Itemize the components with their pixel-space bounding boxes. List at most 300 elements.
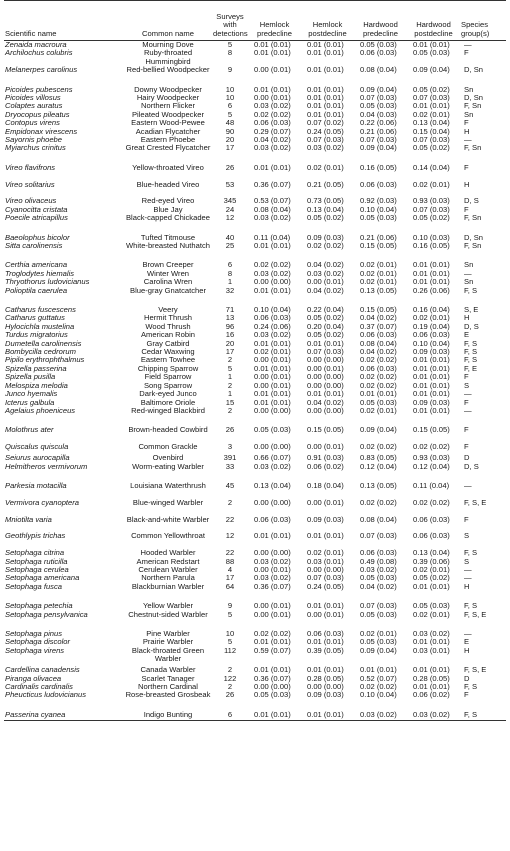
table-row	[4, 664, 506, 675]
scientific-name-cell: Vireo solitarius	[5, 179, 55, 189]
surveys-cell: 16	[225, 331, 235, 340]
table-row	[4, 111, 506, 119]
hemlock-postdecline-cell: 0.21 (0.05)	[307, 179, 344, 189]
species-groups-cell: D, S	[464, 322, 479, 331]
table-row	[4, 708, 506, 721]
hemlock-predecline-cell: 0.01 (0.01)	[254, 286, 291, 295]
common-name-cell: Baltimore Oriole	[140, 398, 196, 407]
common-name-cell: Black-throated Green Warbler	[131, 646, 205, 664]
hemlock-predecline-cell: 0.36 (0.07)	[254, 179, 291, 189]
common-name-cell: Pine Warbler	[146, 628, 190, 638]
common-name-cell: Great Crested Flycatcher	[125, 144, 211, 153]
scientific-name-cell: Setophaga pensylvanica	[5, 610, 88, 619]
surveys-cell: 1	[227, 278, 233, 287]
species-groups-cell: F	[464, 398, 469, 407]
scientific-name-cell: Setophaga petechia	[5, 601, 73, 611]
hemlock-postdecline-cell: 0.28 (0.05)	[307, 674, 344, 683]
scientific-name-cell: Turdus migratorius	[5, 331, 68, 340]
species-groups-cell: F, S	[464, 548, 478, 558]
species-groups-cell: Sn	[464, 278, 474, 287]
hardwood-predecline-cell: 0.52 (0.07)	[360, 674, 397, 683]
hemlock-predecline-cell: 0.03 (0.02)	[254, 214, 291, 223]
hemlock-postdecline-cell: 0.13 (0.04)	[307, 205, 344, 214]
table-row	[4, 463, 506, 480]
scientific-name-cell: Catharus guttatus	[5, 314, 65, 323]
header-surveys-with-detections: Surveys with detections	[212, 1, 248, 41]
hemlock-postdecline-cell: 0.01 (0.01)	[307, 339, 344, 348]
hemlock-postdecline-cell: 0.15 (0.05)	[307, 425, 344, 435]
hardwood-predecline-cell: 0.01 (0.01)	[360, 665, 397, 675]
common-name-cell: American Robin	[140, 331, 196, 340]
scientific-name-cell: Melospiza melodia	[5, 381, 68, 390]
scientific-name-cell: Setophaga citrina	[5, 548, 65, 558]
hardwood-predecline-cell: 0.13 (0.05)	[360, 480, 397, 490]
common-name-cell: Veery	[158, 305, 178, 315]
hardwood-predecline-cell: 0.07 (0.03)	[360, 601, 397, 611]
hemlock-postdecline-cell: 0.73 (0.05)	[307, 196, 344, 206]
species-groups-cell: F, S	[464, 286, 478, 295]
scientific-name-cell: Quiscalus quiscula	[5, 442, 69, 452]
hemlock-postdecline-cell: 0.01 (0.01)	[307, 102, 344, 111]
hardwood-predecline-cell: 0.09 (0.04)	[360, 425, 397, 435]
common-name-cell: Red-eyed Vireo	[141, 196, 195, 206]
hemlock-postdecline-cell: 0.05 (0.02)	[307, 214, 344, 223]
common-name-cell: Common Yellowthroat	[131, 531, 205, 541]
scientific-name-cell: Geothlypis trichas	[5, 531, 66, 541]
species-groups-cell: D, S	[464, 196, 479, 206]
common-name-cell: Chipping Sparrow	[137, 364, 199, 373]
scientific-name-cell: Vireo flavifrons	[5, 162, 56, 172]
hemlock-predecline-cell: 0.01 (0.01)	[254, 531, 291, 541]
hardwood-predecline-cell: 0.13 (0.05)	[360, 286, 397, 295]
table-row	[4, 136, 506, 144]
hardwood-predecline-cell: 0.09 (0.04)	[360, 144, 397, 153]
table-row	[4, 627, 506, 638]
scientific-name-cell: Bombycilla cedrorum	[5, 348, 76, 357]
surveys-cell: 391	[223, 453, 237, 463]
hemlock-predecline-cell: 0.01 (0.01)	[254, 665, 291, 675]
hardwood-predecline-cell: 0.03 (0.02)	[354, 708, 407, 721]
hardwood-predecline-cell: 0.08 (0.04)	[360, 514, 397, 524]
surveys-cell: 2	[227, 497, 233, 507]
common-name-cell: Canada Warbler	[140, 665, 196, 675]
hardwood-predecline-cell: 0.15 (0.05)	[360, 305, 397, 315]
surveys-cell: 22	[225, 514, 235, 524]
scientific-name-cell: Picoides pubescens	[5, 84, 73, 94]
header-hemlock-postdecline: Hemlock postdecline	[301, 1, 354, 41]
surveys-cell: 6	[227, 102, 233, 111]
table-row	[4, 365, 506, 373]
table-row	[4, 399, 506, 407]
hemlock-predecline-cell: 0.03 (0.02)	[254, 144, 291, 153]
common-name-cell: Scarlet Tanager	[141, 674, 195, 683]
hemlock-predecline-cell: 0.00 (0.01)	[254, 373, 291, 382]
hemlock-predecline-cell: 0.01 (0.01)	[254, 638, 291, 647]
hemlock-postdecline-cell: 0.00 (0.00)	[307, 381, 344, 390]
hardwood-predecline-cell: 0.49 (0.08)	[360, 557, 397, 566]
hardwood-predecline-cell: 0.02 (0.01)	[360, 278, 397, 287]
hemlock-postdecline-cell: 0.06 (0.03)	[307, 628, 344, 638]
hemlock-predecline-cell: 0.01 (0.01)	[254, 49, 291, 58]
common-name-cell: Blue-winged Warbler	[132, 497, 204, 507]
hemlock-predecline-cell: 0.00 (0.00)	[254, 406, 291, 415]
common-name-cell: Eastern Phoebe	[140, 136, 196, 145]
surveys-cell: 5	[227, 610, 233, 619]
scientific-name-cell: Thryothorus ludovicianus	[5, 278, 90, 287]
hardwood-postdecline-cell: 0.05 (0.02)	[413, 574, 450, 583]
species-groups-cell: S	[464, 531, 470, 541]
scientific-name-cell: Hylocichla mustelina	[5, 322, 75, 331]
scientific-name-cell: Poecile atricapillus	[5, 214, 68, 223]
surveys-cell: 4	[227, 565, 233, 574]
hemlock-postdecline-cell: 0.39 (0.05)	[307, 646, 344, 655]
table-row	[4, 331, 506, 339]
hemlock-postdecline-cell: 0.02 (0.01)	[307, 548, 344, 558]
species-groups-cell: F, S	[464, 356, 478, 365]
common-name-cell: Indigo Bunting	[124, 708, 212, 721]
hardwood-postdecline-cell: 0.19 (0.04)	[413, 322, 450, 331]
species-groups-cell: E	[464, 331, 470, 340]
surveys-cell: 26	[225, 425, 235, 435]
table-row	[4, 600, 506, 611]
table-row	[4, 314, 506, 322]
hardwood-predecline-cell: 0.06 (0.03)	[360, 49, 397, 58]
hemlock-postdecline-cell: 0.01 (0.01)	[307, 66, 344, 75]
species-groups-cell: —	[464, 40, 472, 49]
common-name-cell: Yellow Warbler	[142, 601, 194, 611]
hardwood-postdecline-cell: 0.05 (0.03)	[413, 601, 450, 611]
surveys-cell: 96	[225, 322, 235, 331]
hardwood-predecline-cell: 0.02 (0.01)	[360, 406, 397, 415]
hardwood-postdecline-cell: 0.03 (0.01)	[413, 646, 450, 655]
surveys-cell: 2	[227, 356, 233, 365]
scientific-name-cell: Setophaga pinus	[5, 628, 63, 638]
hardwood-postdecline-cell: 0.09 (0.04)	[413, 66, 450, 75]
hardwood-predecline-cell: 0.83 (0.05)	[360, 453, 397, 463]
hardwood-postdecline-cell: 0.01 (0.01)	[413, 381, 450, 390]
hardwood-predecline-cell: 0.05 (0.03)	[360, 610, 397, 619]
scientific-name-cell: Certhia americana	[5, 260, 68, 270]
species-groups-cell: F, S	[464, 682, 478, 691]
hemlock-postdecline-cell: 0.07 (0.03)	[307, 136, 344, 145]
hemlock-predecline-cell: 0.01 (0.01)	[254, 162, 291, 172]
hardwood-postdecline-cell: 0.07 (0.03)	[413, 136, 450, 145]
table-row	[4, 303, 506, 314]
table-row	[4, 83, 506, 94]
species-groups-cell: —	[464, 574, 472, 583]
common-name-cell: Eastern Towhee	[140, 356, 196, 365]
hemlock-postdecline-cell: 0.03 (0.02)	[307, 144, 344, 153]
common-name-cell: Song Sparrow	[143, 381, 193, 390]
species-groups-cell: F	[464, 691, 469, 700]
species-groups-cell: F, Sn	[464, 144, 482, 153]
hardwood-postdecline-cell: 0.03 (0.02)	[407, 708, 460, 721]
hemlock-predecline-cell: 0.02 (0.02)	[254, 628, 291, 638]
hemlock-predecline-cell: 0.00 (0.01)	[254, 601, 291, 611]
hardwood-postdecline-cell: 0.01 (0.01)	[413, 665, 450, 675]
hemlock-predecline-cell: 0.05 (0.03)	[254, 691, 291, 700]
common-name-cell: Hermit Thrush	[144, 314, 192, 323]
hardwood-predecline-cell: 0.05 (0.03)	[360, 40, 397, 49]
species-groups-cell: Sn	[464, 260, 474, 270]
hemlock-predecline-cell: 0.03 (0.02)	[254, 102, 291, 111]
common-name-cell: American Redstart	[136, 557, 200, 566]
hardwood-postdecline-cell: 0.26 (0.06)	[413, 286, 450, 295]
header-common-name: Common name	[124, 1, 212, 41]
hardwood-postdecline-cell: 0.28 (0.05)	[413, 674, 450, 683]
scientific-name-cell: Icterus galbula	[5, 398, 55, 407]
hemlock-predecline-cell: 0.05 (0.03)	[254, 425, 291, 435]
species-groups-cell: H	[464, 127, 470, 136]
common-name-cell: Prairie Warbler	[142, 638, 194, 647]
hemlock-postdecline-cell: 0.01 (0.01)	[307, 40, 344, 49]
common-name-cell: Ovenbird	[152, 453, 184, 463]
table-row	[4, 424, 506, 441]
table-row	[4, 513, 506, 530]
hardwood-postdecline-cell: 0.03 (0.02)	[413, 628, 450, 638]
species-groups-cell: H	[464, 179, 470, 189]
hemlock-postdecline-cell: 0.02 (0.02)	[307, 242, 344, 251]
common-name-cell: Brown Creeper	[142, 260, 194, 270]
species-groups-cell: D, Sn	[464, 94, 483, 103]
hemlock-postdecline-cell: 0.01 (0.01)	[307, 601, 344, 611]
hemlock-postdecline-cell: 0.01 (0.01)	[307, 94, 344, 103]
table-row	[4, 270, 506, 278]
common-name-cell: Brown-headed Cowbird	[128, 425, 208, 435]
hardwood-postdecline-cell: 0.11 (0.04)	[413, 480, 450, 490]
header-species-groups: Species group(s)	[460, 1, 506, 41]
hemlock-postdecline-cell: 0.09 (0.03)	[307, 232, 344, 242]
hardwood-predecline-cell: 0.06 (0.03)	[360, 179, 397, 189]
surveys-cell: 6	[227, 260, 233, 270]
hemlock-postdecline-cell: 0.01 (0.01)	[307, 638, 344, 647]
species-groups-cell: F, S	[464, 339, 478, 348]
hardwood-predecline-cell: 0.04 (0.02)	[360, 314, 397, 323]
hardwood-postdecline-cell: 0.06 (0.03)	[413, 514, 450, 524]
table-row	[4, 161, 506, 178]
scientific-name-cell: Parkesia motacilla	[5, 480, 67, 490]
table-row	[4, 356, 506, 364]
species-groups-cell: F, Sn	[464, 242, 482, 251]
species-groups-cell: F	[464, 205, 469, 214]
scientific-name-cell: Cardinalis cardinalis	[5, 682, 73, 691]
scientific-name-cell: Vireo olivaceus	[5, 196, 57, 206]
hardwood-predecline-cell: 0.12 (0.04)	[360, 462, 397, 471]
surveys-cell: 13	[225, 314, 235, 323]
common-name-cell: Hairy Woodpecker	[136, 94, 200, 103]
hardwood-postdecline-cell: 0.15 (0.05)	[413, 425, 450, 435]
hardwood-postdecline-cell: 0.01 (0.01)	[413, 102, 450, 111]
hardwood-postdecline-cell: 0.01 (0.01)	[413, 406, 450, 415]
hemlock-postdecline-cell: 0.02 (0.01)	[307, 162, 344, 172]
hardwood-predecline-cell: 0.07 (0.03)	[360, 531, 397, 541]
common-name-cell: Carolina Wren	[143, 278, 193, 287]
hemlock-postdecline-cell: 0.00 (0.00)	[307, 682, 344, 691]
table-row	[4, 66, 506, 83]
hemlock-postdecline-cell: 0.07 (0.02)	[307, 119, 344, 128]
species-groups-cell: F, S, E	[464, 497, 487, 507]
hemlock-postdecline-cell: 0.07 (0.03)	[307, 574, 344, 583]
hemlock-predecline-cell: 0.04 (0.02)	[254, 136, 291, 145]
table-row	[4, 373, 506, 381]
species-groups-cell: F, Sn	[464, 214, 482, 223]
hardwood-postdecline-cell: 0.05 (0.03)	[413, 49, 450, 58]
table-row	[4, 647, 506, 664]
table-row	[4, 638, 506, 646]
common-name-cell: Eastern Wood-Pewee	[131, 119, 205, 128]
hemlock-postdecline-cell: 0.00 (0.00)	[307, 356, 344, 365]
surveys-cell: 1	[227, 373, 233, 382]
scientific-name-cell: Empidonax virescens	[5, 127, 78, 136]
species-groups-cell: F	[464, 514, 469, 524]
hardwood-postdecline-cell: 0.01 (0.01)	[413, 582, 450, 591]
hardwood-predecline-cell: 0.21 (0.06)	[360, 127, 397, 136]
common-name-cell: Northern Parula	[141, 574, 195, 583]
hemlock-postdecline-cell: 0.22 (0.04)	[307, 305, 344, 315]
hemlock-predecline-cell: 0.03 (0.02)	[254, 462, 291, 471]
hemlock-postdecline-cell: 0.24 (0.05)	[307, 582, 344, 591]
common-name-cell: Red-bellied Woodpecker	[126, 66, 210, 75]
surveys-cell: 53	[225, 179, 235, 189]
hemlock-predecline-cell: 0.06 (0.03)	[254, 314, 291, 323]
hardwood-predecline-cell: 0.22 (0.06)	[360, 119, 397, 128]
hemlock-predecline-cell: 0.00 (0.01)	[254, 356, 291, 365]
common-name-cell: Common Grackle	[138, 442, 198, 452]
scientific-name-cell: Contopus virens	[5, 119, 60, 128]
surveys-cell: 15	[225, 398, 235, 407]
hardwood-postdecline-cell: 0.02 (0.01)	[413, 565, 450, 574]
hardwood-postdecline-cell: 0.12 (0.04)	[413, 462, 450, 471]
common-name-cell: Hooded Warbler	[140, 548, 196, 558]
hemlock-postdecline-cell: 0.07 (0.03)	[307, 348, 344, 357]
hemlock-predecline-cell: 0.03 (0.02)	[254, 331, 291, 340]
surveys-cell: 48	[225, 119, 235, 128]
hemlock-postdecline-cell: 0.00 (0.00)	[307, 406, 344, 415]
hemlock-postdecline-cell: 0.01 (0.01)	[307, 84, 344, 94]
hemlock-postdecline-cell: 0.00 (0.00)	[307, 565, 344, 574]
hemlock-postdecline-cell: 0.03 (0.02)	[307, 269, 344, 278]
surveys-cell: 112	[223, 646, 237, 655]
scientific-name-cell: Setophaga virens	[5, 646, 65, 655]
surveys-cell: 25	[225, 242, 235, 251]
hardwood-postdecline-cell: 0.01 (0.01)	[413, 40, 450, 49]
hardwood-postdecline-cell: 0.02 (0.01)	[413, 179, 450, 189]
table-row	[4, 231, 506, 242]
common-name-cell: Rose-breasted Grosbeak	[125, 691, 211, 700]
scientific-name-cell: Setophaga discolor	[5, 638, 71, 647]
common-name-cell: Pileated Woodpecker	[131, 110, 205, 119]
hemlock-postdecline-cell: 0.01 (0.01)	[307, 531, 344, 541]
hemlock-postdecline-cell: 0.91 (0.03)	[307, 453, 344, 463]
hardwood-postdecline-cell: 0.10 (0.04)	[413, 339, 450, 348]
scientific-name-cell: Baeolophus bicolor	[5, 232, 70, 242]
species-groups-cell: F, S	[464, 601, 478, 611]
scientific-name-cell: Zenaida macroura	[5, 40, 67, 49]
common-name-cell: Cerulean Warbler	[138, 565, 198, 574]
hardwood-postdecline-cell: 0.01 (0.01)	[413, 278, 450, 287]
scientific-name-cell: Dumetella carolinensis	[5, 339, 82, 348]
hardwood-predecline-cell: 0.03 (0.02)	[360, 565, 397, 574]
hemlock-postdecline-cell: 0.01 (0.01)	[307, 390, 344, 399]
hardwood-predecline-cell: 0.02 (0.01)	[360, 260, 397, 270]
hardwood-postdecline-cell: 0.01 (0.01)	[413, 638, 450, 647]
species-groups-cell: H	[464, 646, 470, 655]
hemlock-predecline-cell: 0.08 (0.04)	[254, 205, 291, 214]
hardwood-predecline-cell: 0.02 (0.02)	[360, 381, 397, 390]
surveys-cell: 1	[227, 390, 233, 399]
scientific-name-cell: Spizella passerina	[5, 364, 67, 373]
surveys-cell: 64	[225, 582, 235, 591]
hardwood-postdecline-cell: 0.01 (0.01)	[413, 260, 450, 270]
species-groups-cell: S	[464, 381, 470, 390]
table-row	[4, 94, 506, 102]
hardwood-predecline-cell: 0.02 (0.02)	[360, 373, 397, 382]
species-groups-cell: D, Sn	[464, 232, 483, 242]
surveys-cell: 88	[225, 557, 235, 566]
common-name-cell: Cedar Waxwing	[141, 348, 195, 357]
common-name-cell: Yellow-throated Vireo	[132, 162, 204, 172]
surveys-cell: 20	[225, 136, 235, 145]
hardwood-postdecline-cell: 0.01 (0.01)	[413, 390, 450, 399]
scientific-name-cell: Junco hyemalis	[5, 390, 58, 399]
table-row	[4, 214, 506, 231]
hemlock-predecline-cell: 0.06 (0.03)	[254, 119, 291, 128]
hardwood-postdecline-cell: 0.01 (0.01)	[413, 269, 450, 278]
scientific-name-cell: Melanerpes carolinus	[5, 66, 78, 75]
hemlock-predecline-cell: 0.00 (0.00)	[254, 497, 291, 507]
species-groups-cell: F	[464, 373, 469, 382]
surveys-cell: 17	[225, 348, 235, 357]
surveys-cell: 12	[225, 531, 235, 541]
hardwood-predecline-cell: 0.92 (0.03)	[360, 196, 397, 206]
hardwood-postdecline-cell: 0.15 (0.04)	[413, 127, 450, 136]
hardwood-postdecline-cell: 0.01 (0.01)	[413, 364, 450, 373]
hardwood-postdecline-cell: 0.09 (0.03)	[413, 398, 450, 407]
hemlock-predecline-cell: 0.01 (0.01)	[254, 364, 291, 373]
common-name-cell: Blackburnian Warbler	[131, 582, 205, 591]
table-row	[4, 390, 506, 398]
hemlock-predecline-cell: 0.36 (0.07)	[254, 582, 291, 591]
species-groups-cell: F	[464, 119, 469, 128]
hemlock-predecline-cell: 0.24 (0.06)	[254, 322, 291, 331]
scientific-name-cell: Helmitheros vermivorum	[5, 462, 88, 471]
species-groups-cell: H	[464, 314, 470, 323]
hemlock-predecline-cell: 0.00 (0.01)	[254, 610, 291, 619]
common-name-cell: Black-and-white Warbler	[126, 514, 210, 524]
scientific-name-cell: Polioptila caerulea	[5, 286, 68, 295]
hemlock-predecline-cell: 0.00 (0.00)	[254, 278, 291, 287]
surveys-cell: 10	[225, 84, 235, 94]
hemlock-postdecline-cell: 0.00 (0.01)	[307, 364, 344, 373]
hardwood-predecline-cell: 0.05 (0.03)	[360, 638, 397, 647]
species-groups-cell: Sn	[464, 110, 474, 119]
table-row	[4, 242, 506, 259]
table-row	[4, 547, 506, 558]
surveys-cell: 2	[227, 665, 233, 675]
table-row	[4, 259, 506, 270]
table-row	[4, 323, 506, 331]
species-groups-cell: F, S, E	[464, 610, 487, 619]
hemlock-predecline-cell: 0.00 (0.00)	[254, 442, 291, 452]
scientific-name-cell: Catharus fuscescens	[5, 305, 76, 315]
common-name-cell: Northern Cardinal	[138, 682, 198, 691]
scientific-name-cell: Piranga olivacea	[5, 674, 62, 683]
surveys-cell: 10	[225, 94, 235, 103]
species-groups-cell: F	[464, 425, 469, 435]
hardwood-postdecline-cell: 0.39 (0.06)	[413, 557, 450, 566]
scientific-name-cell: Sitta carolinensis	[5, 242, 63, 251]
hemlock-postdecline-cell: 0.00 (0.01)	[307, 610, 344, 619]
